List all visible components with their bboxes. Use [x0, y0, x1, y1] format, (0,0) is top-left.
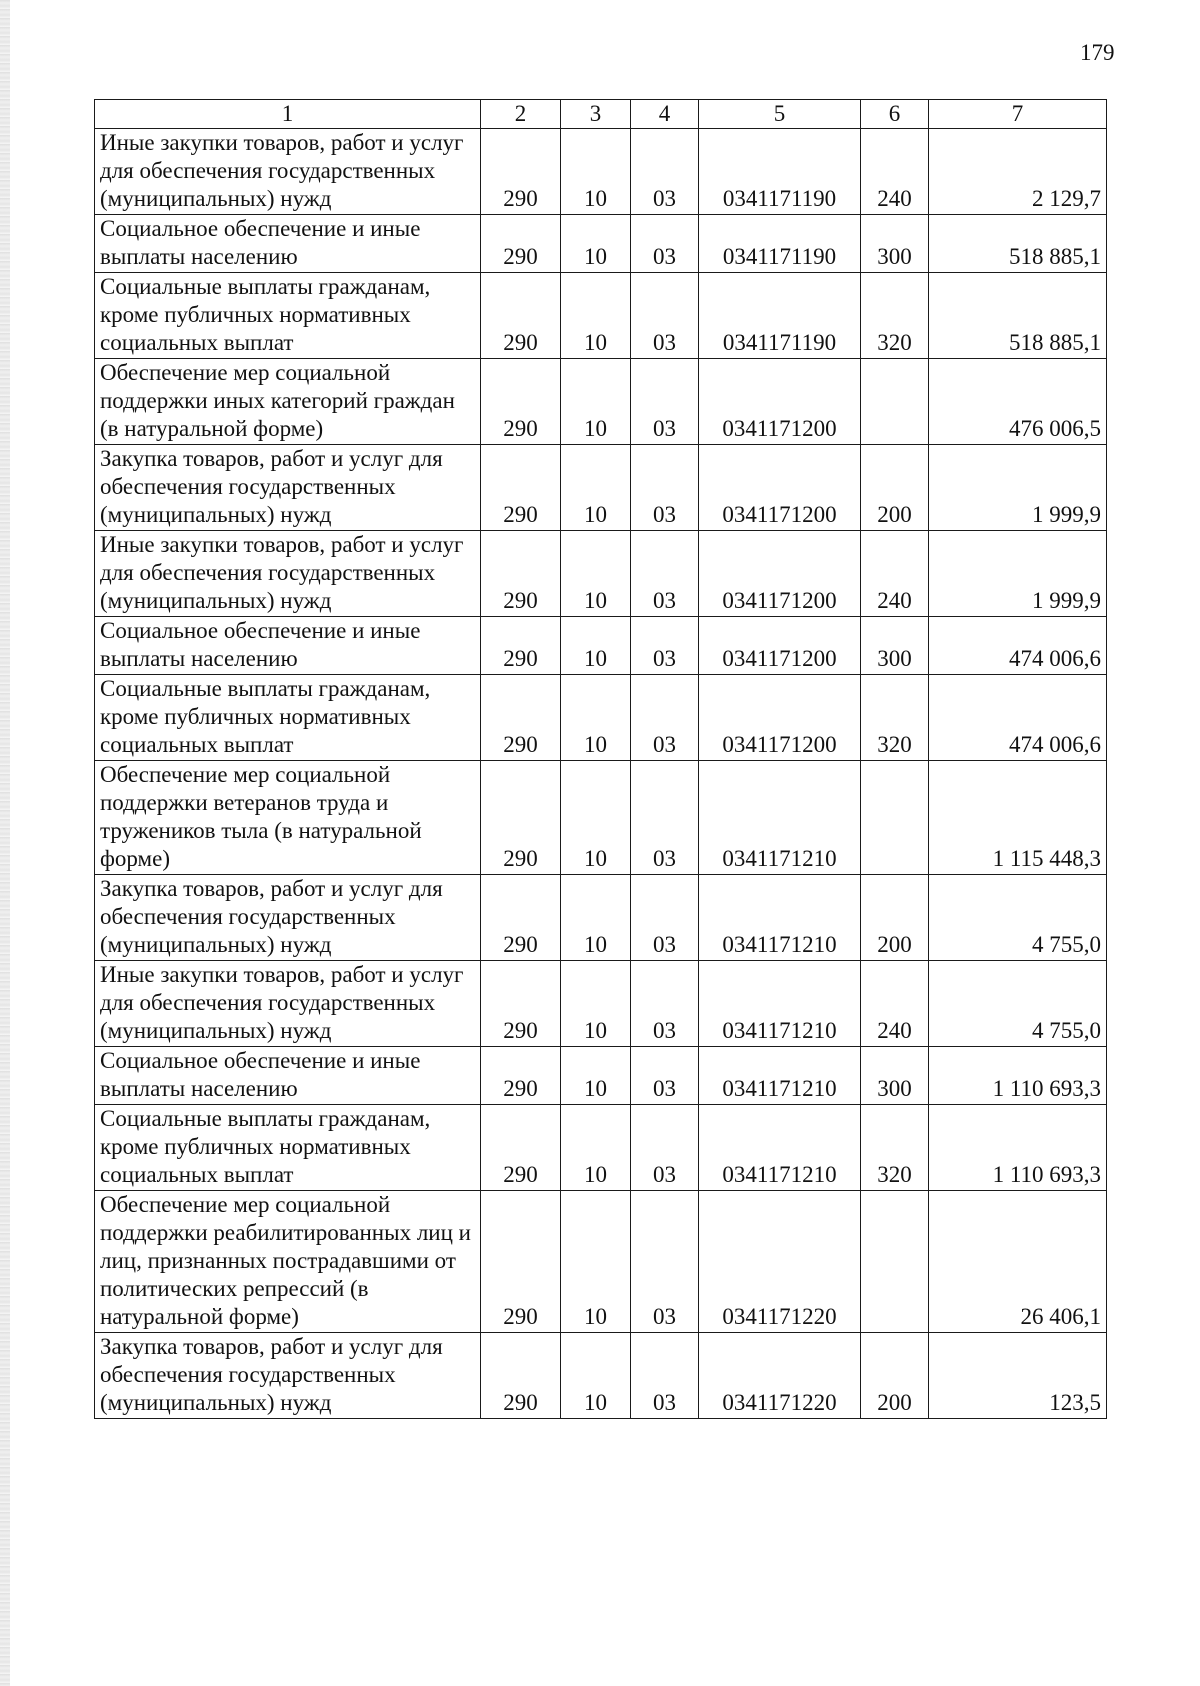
- amount-col-7: 26 406,1: [929, 1191, 1107, 1333]
- code-col-2: 290: [481, 875, 561, 961]
- table-row: [95, 617, 1107, 675]
- table-row: [95, 445, 1107, 531]
- item-name: Обеспечение мер социальной поддержки ветеранов труда и тружеников тыла (в натуральной форме): [95, 761, 481, 875]
- scan-edge: [0, 0, 10, 1686]
- item-name: Иные закупки товаров, работ и услуг для обеспечения государственных (муниципальных) нужд: [95, 961, 481, 1047]
- code-col-6: 240: [861, 129, 929, 215]
- code-col-5: 0341171200: [699, 531, 861, 617]
- code-col-4: 03: [631, 215, 699, 273]
- amount-col-7: 474 006,6: [929, 675, 1107, 761]
- item-name: Социальные выплаты гражданам, кроме публичных нормативных социальных выплат: [95, 1105, 481, 1191]
- code-col-4: 03: [631, 1191, 699, 1333]
- code-col-5: 0341171200: [699, 617, 861, 675]
- code-col-3: 10: [561, 1105, 631, 1191]
- code-col-3: 10: [561, 617, 631, 675]
- code-col-6: [861, 761, 929, 875]
- table-row: [95, 273, 1107, 359]
- amount-col-7: 1 115 448,3: [929, 761, 1107, 875]
- item-name: Социальное обеспечение и иные выплаты населению: [95, 215, 481, 273]
- header-cell: 4: [631, 100, 699, 129]
- code-col-4: 03: [631, 445, 699, 531]
- code-col-5: 0341171220: [699, 1333, 861, 1419]
- code-col-4: 03: [631, 875, 699, 961]
- code-col-3: 10: [561, 445, 631, 531]
- code-col-2: 290: [481, 129, 561, 215]
- amount-col-7: 1 110 693,3: [929, 1047, 1107, 1105]
- header-cell: 3: [561, 100, 631, 129]
- code-col-6: 200: [861, 875, 929, 961]
- code-col-5: 0341171190: [699, 215, 861, 273]
- code-col-6: 240: [861, 531, 929, 617]
- table-row: [95, 531, 1107, 617]
- code-col-3: 10: [561, 359, 631, 445]
- code-col-6: 320: [861, 273, 929, 359]
- table-row: [95, 961, 1107, 1047]
- code-col-4: 03: [631, 761, 699, 875]
- code-col-2: 290: [481, 761, 561, 875]
- code-col-4: 03: [631, 617, 699, 675]
- code-col-2: 290: [481, 1333, 561, 1419]
- table-row: [95, 215, 1107, 273]
- table-row: [95, 1333, 1107, 1419]
- code-col-2: 290: [481, 445, 561, 531]
- page-number: 179: [1080, 40, 1115, 65]
- amount-col-7: 4 755,0: [929, 875, 1107, 961]
- amount-col-7: 518 885,1: [929, 273, 1107, 359]
- code-col-2: 290: [481, 675, 561, 761]
- code-col-4: 03: [631, 129, 699, 215]
- amount-col-7: 2 129,7: [929, 129, 1107, 215]
- code-col-3: 10: [561, 531, 631, 617]
- code-col-5: 0341171190: [699, 129, 861, 215]
- item-name: Социальное обеспечение и иные выплаты населению: [95, 617, 481, 675]
- amount-col-7: 1 999,9: [929, 531, 1107, 617]
- header-cell: 2: [481, 100, 561, 129]
- code-col-3: 10: [561, 1191, 631, 1333]
- item-name: Иные закупки товаров, работ и услуг для обеспечения государственных (муниципальных) нужд: [95, 129, 481, 215]
- header-cell: 6: [861, 100, 929, 129]
- table-row: [95, 875, 1107, 961]
- code-col-6: 300: [861, 215, 929, 273]
- amount-col-7: 476 006,5: [929, 359, 1107, 445]
- code-col-6: 300: [861, 1047, 929, 1105]
- code-col-2: 290: [481, 531, 561, 617]
- code-col-4: 03: [631, 359, 699, 445]
- code-col-3: 10: [561, 761, 631, 875]
- code-col-5: 0341171210: [699, 875, 861, 961]
- code-col-5: 0341171210: [699, 1105, 861, 1191]
- item-name: Обеспечение мер социальной поддержки иных категорий граждан (в натуральной форме): [95, 359, 481, 445]
- code-col-6: 200: [861, 445, 929, 531]
- code-col-4: 03: [631, 675, 699, 761]
- amount-col-7: 1 999,9: [929, 445, 1107, 531]
- code-col-3: 10: [561, 273, 631, 359]
- table-row: [95, 761, 1107, 875]
- code-col-6: 320: [861, 675, 929, 761]
- header-cell: 1: [95, 100, 481, 129]
- code-col-5: 0341171210: [699, 961, 861, 1047]
- amount-col-7: 1 110 693,3: [929, 1105, 1107, 1191]
- code-col-5: 0341171200: [699, 359, 861, 445]
- code-col-2: 290: [481, 617, 561, 675]
- code-col-2: 290: [481, 273, 561, 359]
- code-col-5: 0341171200: [699, 445, 861, 531]
- code-col-6: [861, 359, 929, 445]
- code-col-5: 0341171210: [699, 1047, 861, 1105]
- code-col-4: 03: [631, 1333, 699, 1419]
- item-name: Социальные выплаты гражданам, кроме публичных нормативных социальных выплат: [95, 675, 481, 761]
- table-row: [95, 1047, 1107, 1105]
- code-col-3: 10: [561, 961, 631, 1047]
- table-row: [95, 1105, 1107, 1191]
- code-col-5: 0341171190: [699, 273, 861, 359]
- header-cell: 5: [699, 100, 861, 129]
- item-name: Закупка товаров, работ и услуг для обеспечения государственных (муниципальных) нужд: [95, 1333, 481, 1419]
- item-name: Закупка товаров, работ и услуг для обеспечения государственных (муниципальных) нужд: [95, 445, 481, 531]
- item-name: Социальное обеспечение и иные выплаты населению: [95, 1047, 481, 1105]
- code-col-2: 290: [481, 1105, 561, 1191]
- amount-col-7: 4 755,0: [929, 961, 1107, 1047]
- code-col-4: 03: [631, 961, 699, 1047]
- item-name: Иные закупки товаров, работ и услуг для обеспечения государственных (муниципальных) нужд: [95, 531, 481, 617]
- header-row: [95, 100, 1107, 129]
- code-col-5: 0341171220: [699, 1191, 861, 1333]
- amount-col-7: 474 006,6: [929, 617, 1107, 675]
- code-col-6: 240: [861, 961, 929, 1047]
- table-row: [95, 675, 1107, 761]
- code-col-2: 290: [481, 1191, 561, 1333]
- code-col-3: 10: [561, 215, 631, 273]
- code-col-6: 320: [861, 1105, 929, 1191]
- code-col-5: 0341171200: [699, 675, 861, 761]
- code-col-4: 03: [631, 1047, 699, 1105]
- item-name: Социальные выплаты гражданам, кроме публичных нормативных социальных выплат: [95, 273, 481, 359]
- code-col-3: 10: [561, 875, 631, 961]
- amount-col-7: 518 885,1: [929, 215, 1107, 273]
- header-cell: 7: [929, 100, 1107, 129]
- code-col-2: 290: [481, 359, 561, 445]
- code-col-5: 0341171210: [699, 761, 861, 875]
- code-col-2: 290: [481, 1047, 561, 1105]
- code-col-2: 290: [481, 215, 561, 273]
- table-row: [95, 1191, 1107, 1333]
- table-row: [95, 359, 1107, 445]
- table-row: [95, 129, 1107, 215]
- code-col-3: 10: [561, 675, 631, 761]
- code-col-2: 290: [481, 961, 561, 1047]
- code-col-4: 03: [631, 531, 699, 617]
- code-col-3: 10: [561, 1047, 631, 1105]
- item-name: Закупка товаров, работ и услуг для обеспечения государственных (муниципальных) нужд: [95, 875, 481, 961]
- code-col-4: 03: [631, 1105, 699, 1191]
- code-col-3: 10: [561, 1333, 631, 1419]
- code-col-6: 200: [861, 1333, 929, 1419]
- budget-table: [94, 99, 1107, 1419]
- code-col-3: 10: [561, 129, 631, 215]
- code-col-6: [861, 1191, 929, 1333]
- code-col-4: 03: [631, 273, 699, 359]
- code-col-6: 300: [861, 617, 929, 675]
- amount-col-7: 123,5: [929, 1333, 1107, 1419]
- item-name: Обеспечение мер социальной поддержки реабилитированных лиц и лиц, признанных пострадавшими от политических репрессий (в натуральной форме): [95, 1191, 481, 1333]
